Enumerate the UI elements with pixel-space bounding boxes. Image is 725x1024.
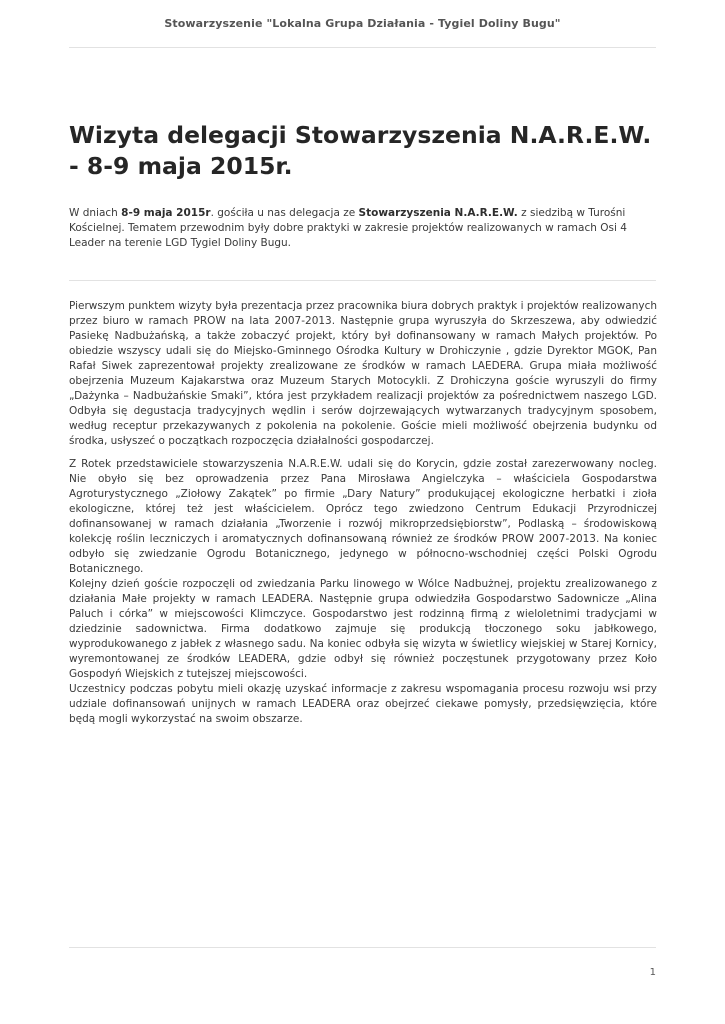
body-paragraph: Z Rotek przedstawiciele stowarzyszenia N.A.R.E.W. udali się do Korycin, gdzie został zarezerwowany nocleg. Nie obyło się bez oprowadzenia przez Pana Mirosława Angielczyka – właściciela Gospodarstwa Agroturystycznego „Ziołowy Zakątek” po firmie „Dary Natury” produkującej ekologiczne herbatki i zioła ekologiczne, której też jest właścicielem. Oprócz tego zwiedzono Centrum Edukacji Przyrodniczej dofinansowanej w ramach działania „Tworzenie i rozwój mikroprzedsiębiorstw”, Podlaską – środowiskową kolekcję roślin leczniczych i aromatycznych dofinansowaną również ze środków PROW 2007-2013. Na koniec odbyło się zwiedzanie Ogrodu Botanicznego, jedynego w północno-wschodniej części Polski Ogrodu Botanicznego. (69, 458, 657, 575)
footer-divider (69, 947, 656, 948)
body-paragraph: Kolejny dzień goście rozpoczęli od zwiedzania Parku linowego w Wólce Nadbużnej, projektu zrealizowanego z działania Małe projekty w ramach LEADERA. Następnie grupa odwiedziła Gospodarstwo Sadownicze „Alina Paluch i córka” w miejscowości Klimczyce. Gospodarstwo jest rodzinną firmą z wieloletnimi tradycjami w dziedzinie sadownictwa. Firma dodatkowo zajmuje się produkcją tłoczonego soku jabłkowego, wyprodukowanego z jabłek z własnego sadu. Na koniec odbyła się wizyta w świetlicy wiejskiej w Starej Kornicy, wyremontowanej ze środków LEADERA, gdzie odbył się również poczęstunek przygotowany przez Koło Gospodyń Wiejskich z tutejszej miejscowości. (69, 578, 657, 680)
body-paragraph: Uczestnicy podczas pobytu mieli okazję uzyskać informacje z zakresu wspomagania procesu rozwoju wsi przy udziale dofinansowań unijnych w ramach LEADERA oraz obejrzeć ciekawe pomysły, przedsięwzięcia, które będą mogli wykorzystać na swoim obszarze. (69, 683, 657, 725)
page-number: 1 (649, 967, 656, 978)
intro-paragraph (69, 206, 659, 251)
intro-text: z siedzibą w Turośni Kościelnej. Tematem przewodnim były dobre praktyki w zakresie projektów realizowanych w ramach Osi 4 Leader na terenie LGD Tygiel Doliny Bugu. (69, 207, 627, 249)
intro-date: 8-9 maja 2015r (121, 207, 211, 219)
section-divider (69, 280, 656, 281)
document-header: Stowarzyszenie "Lokalna Grupa Działania - Tygiel Doliny Bugu" (164, 17, 561, 30)
intro-text: W dniach (69, 207, 122, 219)
intro-text: . gościła u nas delegacja ze (210, 207, 359, 219)
page-title: Wizyta delegacji Stowarzyszenia N.A.R.E.W. - 8-9 maja 2015r. (69, 121, 652, 180)
header-divider (69, 47, 656, 48)
intro-organization: Stowarzyszenia N.A.R.E.W. (358, 207, 518, 219)
body-paragraph: Pierwszym punktem wizyty była prezentacja przez pracownika biura dobrych praktyk i projektów realizowanych przez biuro w ramach PROW na lata 2007-2013. Następnie grupa wyruszyła do Skrzeszewa, aby odwiedzić Pasiekę Nadbużańską, a także zobaczyć projekt, który był dofinansowany w ramach Małych projektów. Po obiedzie wszyscy udali się do Miejsko-Gminnego Ośrodka Kultury w Drohiczynie , gdzie Dyrektor MGOK, Pan Rafał Siwek zaprezentował projekty zrealizowane ze środków w ramach LAEDERA. Grupa miała możliwość obejrzenia Muzeum Kajakarstwa oraz Muzeum Starych Motocykli. Z Drohiczyna goście wyruszyli do firmy „Dażynka – Nadbużańskie Smaki”, która jest przykładem realizacji projektów za pośrednictwem naszego LGD. Odbyła się degustacja tradycyjnych wędlin i serów dojrzewających wytwarzanych tradycyjnym sposobem, według receptur przekazywanych z pokolenia na pokolenie. Goście mieli możliwość obejrzenia budynku od środka, usłyszeć o początkach rozpoczęcia działalności gospodarczej. (69, 300, 658, 447)
article-body (69, 299, 657, 727)
